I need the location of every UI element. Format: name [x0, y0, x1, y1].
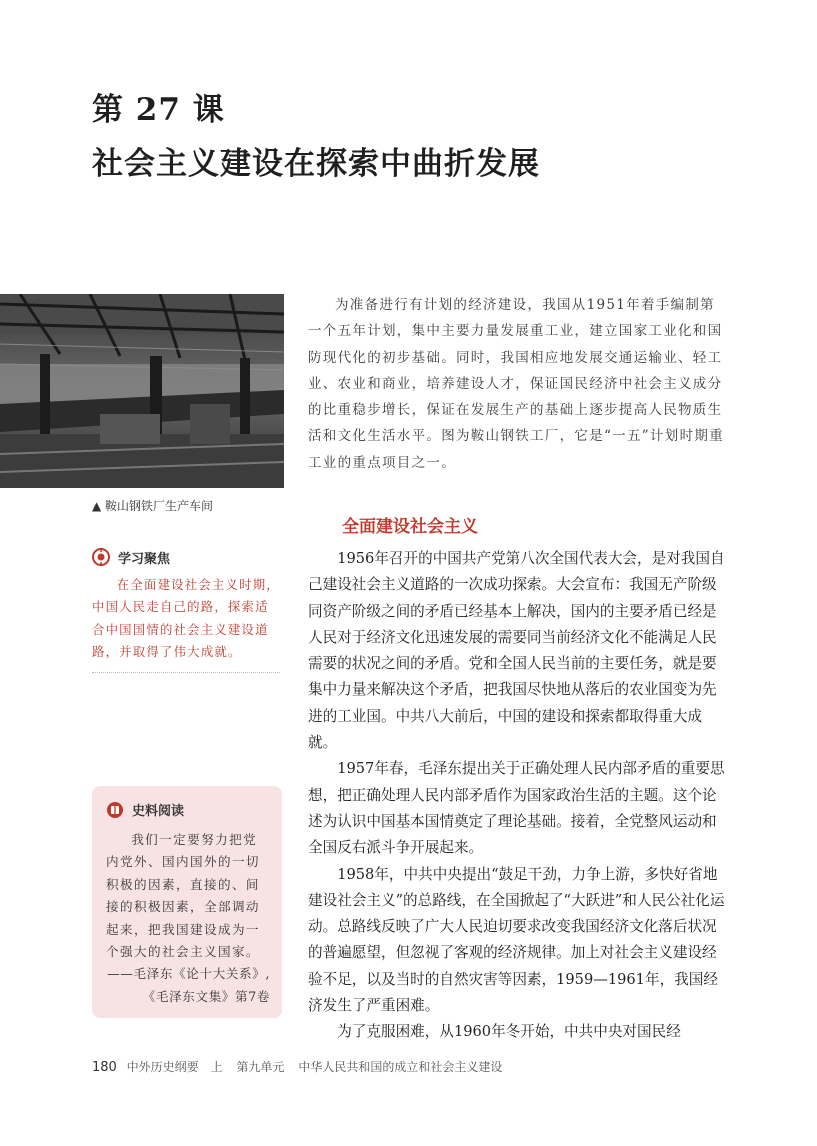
historical-reading-source: ——毛泽东《论十大关系》,《毛泽东文集》第7卷 — [107, 966, 270, 1004]
section-body — [308, 546, 726, 1046]
page-footer — [92, 1058, 512, 1075]
factory-photo — [0, 294, 284, 488]
lesson-number: 第 27 课 — [92, 92, 225, 128]
learning-focus-box — [92, 546, 280, 673]
historical-reading-box — [92, 786, 282, 1018]
historical-reading-title: 史料阅读 — [132, 804, 185, 819]
section-heading: 全面建设社会主义 — [342, 517, 478, 537]
page-number: 180 — [92, 1060, 117, 1075]
unit-title: 中华人民共和国的成立和社会主义建设 — [298, 1060, 503, 1074]
body-paragraph: 1956年召开的中国共产党第八次全国代表大会，是对我国自己建设社会主义道路的一次成功探索。大会宣布：我国无产阶级同资产阶级之间的矛盾已经基本上解决，国内的主要矛盾已经是人民对于经济文化迅速发展的需要同当前经济文化不能满足人民需要的状况之间的矛盾。党和全国人民当前的主要任务，就是要集中力量来解决这个矛盾，把我国尽快地从落后的农业国变为先进的工业国。中共八大前后，中国的建设和探索都取得重大成就。 — [308, 550, 725, 752]
body-paragraph: 为了克服困难，从1960年冬开始，中共中央对国民经 — [337, 1023, 681, 1041]
historical-reading-header — [106, 800, 270, 819]
reading-badge-icon — [106, 801, 124, 819]
steel-plant-image — [0, 294, 284, 488]
unit-label: 第九单元 — [236, 1060, 285, 1074]
learning-focus-text: 在全面建设社会主义时期，中国人民走自己的路，探索适合中国国情的社会主义建设道路，并取得了伟大成就。 — [92, 574, 280, 673]
intro-paragraph: 为准备进行有计划的经济建设，我国从1951年着手编制第一个五年计划，集中主要力量发展重工业，建立国家工业化和国防现代化的初步基础。同时，我国相应地发展交通运输业、轻工业、农业和商业，培养建设人才，保证国民经济中社会主义成分的比重稳步增长，保证在发展生产的基础上逐步提高人民物质生活和文化生活水平。图为鞍山钢铁工厂，它是“一五”计划时期重工业的重点项目之一。 — [308, 297, 725, 471]
book-title: 中外历史纲要 上 — [126, 1060, 223, 1074]
learning-focus-header — [92, 546, 280, 568]
focus-target-icon — [92, 548, 110, 566]
learning-focus-title: 学习聚焦 — [118, 551, 171, 567]
body-paragraph: 1957年春，毛泽东提出关于正确处理人民内部矛盾的重要思想，把正确处理人民内部矛盾作为国家政治生活的主题。这个论述为认识中国基本国情奠定了理论基础。接着，全党整风运动和全国反右派斗争开展起来。 — [308, 760, 725, 857]
historical-reading-text: 我们一定要努力把党内党外、国内国外的一切积极的因素，直接的、间接的积极因素，全部调动起来，把我国建设成为一个强大的社会主义国家。 — [106, 832, 260, 960]
photo-caption: ▲ 鞍山钢铁厂生产车间 — [92, 499, 214, 513]
body-paragraph: 1958年，中共中央提出“鼓足干劲，力争上游，多快好省地建设社会主义”的总路线，在全国掀起了“大跃进”和人民公社化运动。总路线反映了广大人民迫切要求改变我国经济文化落后状况的普遍愿望，但忽视了客观的经济规律。加上对社会主义建设经验不足，以及当时的自然灾害等因素，1959—1961年，我国经济发生了严重困难。 — [308, 865, 725, 1015]
lesson-title: 社会主义建设在探索中曲折发展 — [92, 146, 540, 182]
